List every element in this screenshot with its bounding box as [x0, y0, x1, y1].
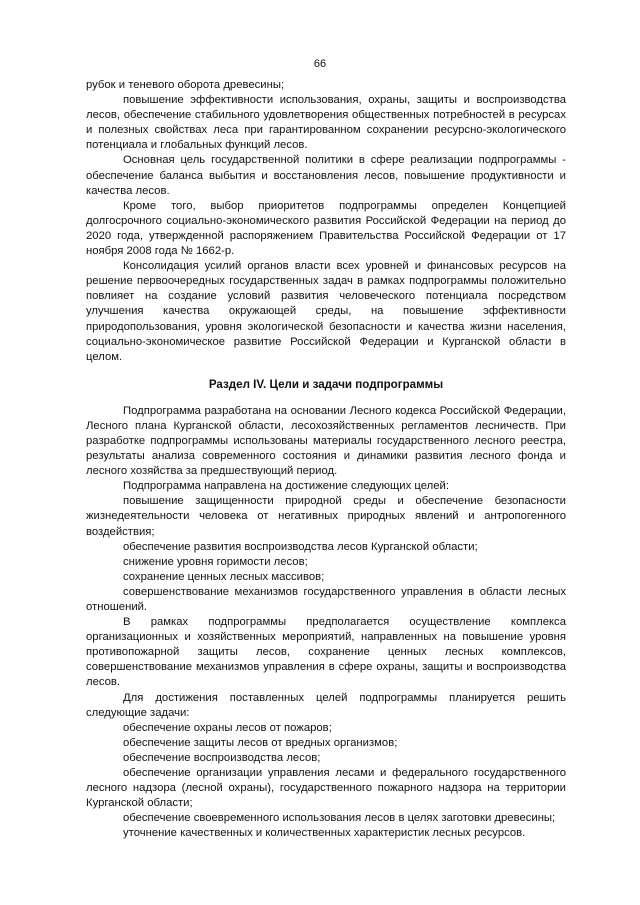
document-body — [86, 78, 566, 842]
paragraph: повышение эффективности использования, охраны, защиты и воспроизводства лесов, обеспечение стабильного удовлетворения общественных потребностей в ресурсах и полезных свойствах леса при гарантированном сохранении ресурсно-экологического потенциала и глобальных функций лесов. — [86, 94, 566, 152]
paragraph: Подпрограмма направлена на достижение следующих целей: — [123, 480, 449, 493]
list-item: обеспечение организации управления лесами и федерального государственного лесного надзора (лесной охраны), государственного пожарного надзора на территории Курганской области; — [86, 767, 566, 810]
list-item: уточнение качественных и количественных характеристик лесных ресурсов. — [123, 827, 526, 840]
section-heading: Раздел IV. Цели и задачи подпрограммы — [208, 377, 444, 391]
list-item: повышение защищенности природной среды и обеспечение безопасности жизнедеятельности человека от негативных природных явлений и антропогенного воздействия; — [86, 495, 566, 538]
list-item: сохранение ценных лесных массивов; — [123, 570, 325, 583]
list-item: обеспечение охраны лесов от пожаров; — [123, 721, 332, 734]
list-item: совершенствование механизмов государственного управления в области лесных отношений. — [86, 585, 566, 613]
page-number: 66 — [313, 58, 327, 70]
paragraph: Для достижения поставленных целей подпрограммы планируется решить следующие задачи: — [86, 691, 566, 719]
paragraph: рубок и теневого оборота древесины; — [86, 79, 285, 91]
paragraph: Подпрограмма разработана на основании Лесного кодекса Российской Федерации, Лесного плана Курганской области, лесохозяйственных регламентов лесничеств. При разработке подпрограммы использованы материалы государственного лесного реестра, результаты анализа современного состояния и динамики развития лесного фонда и лесного хозяйства за предшествующий период. — [86, 404, 566, 478]
paragraph: Консолидация усилий органов власти всех уровней и финансовых ресурсов на решение первоочередных государственных задач в рамках подпрограммы положительно повлияет на создание условий развития человеческого потенциала посредством улучшения качества окружающей среды, на повышение эффективности природопользования, уровня экологической безопасности и качества жизни населения, социально-экономическое развитие Российской Федерации и Курганской области в целом. — [86, 260, 566, 363]
list-item: обеспечение воспроизводства лесов; — [123, 751, 321, 764]
list-item: снижение уровня горимости лесов; — [123, 555, 308, 568]
paragraph: Основная цель государственной политики в сфере реализации подпрограммы - обеспечение баланса выбытия и восстановления лесов, повышение продуктивности и качества лесов. — [86, 154, 566, 197]
list-item: обеспечение защиты лесов от вредных организмов; — [123, 736, 398, 749]
list-item: обеспечение развития воспроизводства лесов Курганской области; — [123, 540, 478, 553]
paragraph: Кроме того, выбор приоритетов подпрограммы определен Концепцией долгосрочного социально-экономического развития Российской Федерации на период до 2020 года, утвержденной распоряжением Правительства Российской Федерации от 17 ноября 2008 года № 1662-р. — [86, 199, 566, 258]
paragraph: В рамках подпрограммы предполагается осуществление комплекса организационных и хозяйственных мероприятий, направленных на повышение уровня противопожарной защиты лесов, сохранение ценных лесных комплексов, совершенствование механизмов управления в сфере охраны, защиты и воспроизводства лесов. — [86, 616, 566, 689]
list-item: обеспечение своевременного использования лесов в целях заготовки древесины; — [123, 812, 556, 825]
